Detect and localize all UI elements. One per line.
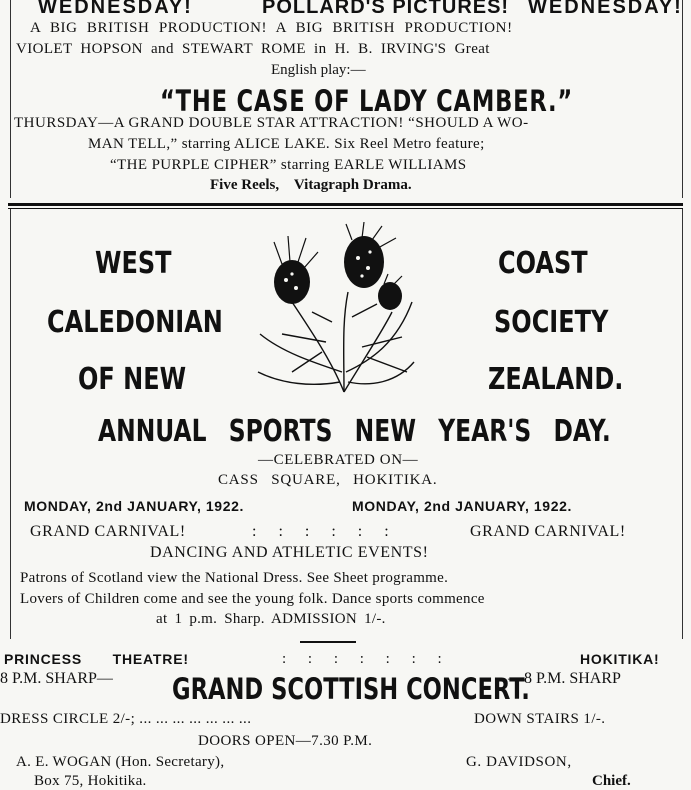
reels-line: Five Reels, Vitagraph Drama. xyxy=(210,177,412,193)
celebrated-line: —CELEBRATED ON— xyxy=(258,452,419,468)
time-left: 8 P.M. SHARP— xyxy=(0,670,113,687)
concert-title: GRAND SCOTTISH CONCERT. xyxy=(172,672,530,706)
hokitika-place: HOKITIKA! xyxy=(580,651,660,667)
admission-line: at 1 p.m. Sharp. ADMISSION 1/-. xyxy=(156,611,386,627)
carnival-left: GRAND CARNIVAL! xyxy=(30,523,186,540)
header-pollards: POLLARD'S PICTURES! xyxy=(262,0,510,18)
venue-line: CASS SQUARE, HOKITIKA. xyxy=(218,472,438,488)
chief-name-line: G. DAVIDSON, xyxy=(466,754,572,770)
society-zealand: ZEALAND. xyxy=(488,362,624,397)
feature-title: “THE CASE OF LADY CAMBER.” xyxy=(160,84,574,118)
english-play-line: English play:— xyxy=(271,62,366,78)
dress-circle-line: DRESS CIRCLE 2/-; ... ... ... ... ... ... ... xyxy=(0,711,252,727)
concert-dots: : : : : : : : xyxy=(282,651,442,667)
border-left xyxy=(10,0,11,198)
downstairs-line: DOWN STAIRS 1/-. xyxy=(474,711,606,727)
purple-cipher-line: “THE PURPLE CIPHER” starring EARLE WILLIAMS xyxy=(110,157,467,173)
header-wednesday-left: WEDNESDAY! xyxy=(38,0,193,18)
lovers-line: Lovers of Children come and see the young folk. Dance sports commence xyxy=(20,591,485,607)
carnival-dots: : : : : : : xyxy=(252,523,389,540)
production-line: A BIG BRITISH PRODUCTION! A BIG BRITISH PRODUCTION! xyxy=(30,20,513,36)
alice-lake-line: MAN TELL,” starring ALICE LAKE. Six Reel Metro feature; xyxy=(88,136,485,152)
patrons-line: Patrons of Scotland view the National Dress. See Sheet programme. xyxy=(20,570,449,586)
header-wednesday-right: WEDNESDAY! xyxy=(528,0,683,18)
sports-headline: ANNUAL SPORTS NEW YEAR'S DAY. xyxy=(98,414,611,449)
border-right-lower xyxy=(682,209,683,639)
cast-line: VIOLET HOPSON and STEWART ROME in H. B. IRVING'S Great xyxy=(16,41,490,57)
time-right: —8 P.M. SHARP xyxy=(508,670,621,687)
carnival-right: GRAND CARNIVAL! xyxy=(470,523,626,540)
princess-theatre: PRINCESS THEATRE! xyxy=(4,651,189,667)
border-right xyxy=(682,0,683,198)
separator-dash xyxy=(300,641,356,643)
society-caledonian: CALEDONIAN xyxy=(47,305,223,340)
divider-rule xyxy=(8,203,683,206)
events-line: DANCING AND ATHLETIC EVENTS! xyxy=(150,544,429,561)
border-left-lower xyxy=(10,209,11,639)
society-coast: COAST xyxy=(498,246,588,281)
thursday-line: THURSDAY—A GRAND DOUBLE STAR ATTRACTION! “SHOULD A WO- xyxy=(14,115,529,131)
doors-line: DOORS OPEN—7.30 P.M. xyxy=(198,733,373,749)
date-right: MONDAY, 2nd JANUARY, 1922. xyxy=(352,498,572,514)
society-society: SOCIETY xyxy=(494,305,609,340)
box-line: Box 75, Hokitika. xyxy=(34,773,147,789)
divider-rule-thin xyxy=(8,208,683,209)
society-of-new: OF NEW xyxy=(78,362,187,397)
chief-line: Chief. xyxy=(592,773,631,789)
secretary-line: A. E. WOGAN (Hon. Secretary), xyxy=(16,754,225,770)
date-left: MONDAY, 2nd JANUARY, 1922. xyxy=(24,498,244,514)
society-west: WEST xyxy=(95,246,172,281)
thistle-icon xyxy=(252,222,418,402)
